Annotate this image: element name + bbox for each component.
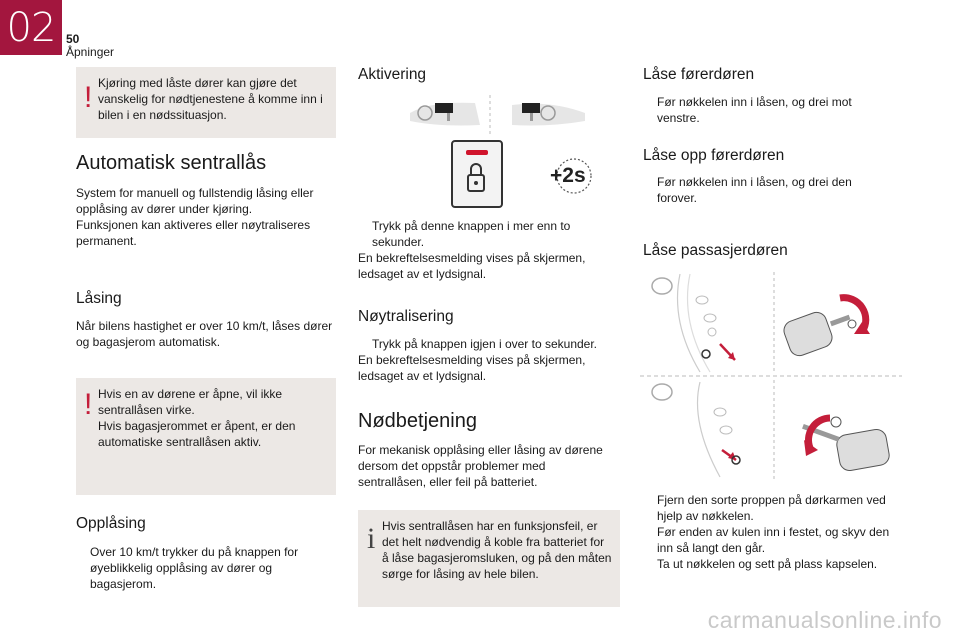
central-lock-button-illustration	[452, 141, 502, 207]
page-number: 50	[66, 32, 80, 46]
chapter-tab: 02	[0, 0, 62, 55]
heading-lock-passenger: Låse passasjerdøren	[643, 242, 788, 259]
title-emergency: Nødbetjening	[358, 410, 477, 432]
warning-box-2	[76, 378, 336, 495]
heading-unlocking: Opplåsing	[76, 515, 146, 532]
unlock-driver-bullet: Før nøkkelen inn i låsen, og drei den forover.	[657, 175, 852, 205]
warning-icon: !	[84, 81, 93, 114]
heading-locking: Låsing	[76, 290, 122, 307]
passenger-bullet-2: Før enden av kulen inn i festet, og skyv den inn så langt den går.	[657, 525, 890, 555]
door-frame-illustration-bottom	[652, 382, 740, 477]
section-title: Åpninger	[66, 45, 115, 59]
warning-text-1: Kjøring med låste dører kan gjøre det vanskelig for nødtjenestene å komme inn i bilen i en nødssituasjon.	[98, 76, 323, 122]
neutral-bullet: Trykk på knappen igjen i over to sekunder.	[372, 337, 598, 351]
watermark: carmanualsonline.info	[707, 607, 942, 633]
two-seconds-badge: +2s	[548, 156, 594, 196]
passenger-bullet-3: Ta ut nøkkelen og sett på plass kapselen.	[657, 557, 878, 571]
passenger-lock-figure	[640, 272, 902, 482]
emergency-text: For mekanisk opplåsing eller låsing av dørene dersom det oppstår problemer med sentrallåsen, eller feil på batteriet.	[358, 443, 603, 489]
passenger-bullets	[643, 492, 905, 572]
heading-activation: Aktivering	[358, 66, 427, 83]
heading-lock-driver: Låse førerdøren	[643, 66, 755, 83]
activation-bullet: Trykk på denne knappen i mer enn to sekunder.	[372, 219, 571, 249]
heading-neutralisation: Nøytralisering	[358, 308, 454, 325]
info-icon: i	[367, 522, 376, 555]
info-text: Hvis sentrallåsen har en funksjonsfeil, er det helt nødvendig å koble fra batteriet for å låse bagasjeromsluken, og på den måten sørge for låsing av hele bilen.	[382, 519, 612, 581]
warning-box-1	[76, 67, 336, 138]
locking-text: Når bilens hastighet er over 10 km/t, låses dører og bagasjerom automatisk.	[76, 319, 333, 349]
dashboard-left-illustration	[410, 103, 480, 126]
key-turn-illustration-top	[781, 298, 870, 359]
warning-text-2: Hvis en av dørene er åpne, vil ikke sentrallåsen virke. Hvis bagasjerommet er åpent, er den automatiske sentrallåsen aktiv.	[98, 387, 296, 449]
dashboard-right-illustration	[512, 103, 585, 126]
activation-text: En bekreftelsesmelding vises på skjermen, ledsaget av et lydsignal.	[358, 251, 586, 281]
unlocking-bullet: Over 10 km/t trykker du på knappen for øyeblikkelig opplåsing av dører og bagasjerom.	[90, 545, 299, 591]
key-turn-illustration-bottom	[802, 417, 891, 472]
warning-icon: !	[84, 388, 93, 421]
lock-driver-bullet: Før nøkkelen inn i låsen, og drei mot venstre.	[657, 95, 852, 125]
door-frame-illustration-top	[652, 274, 735, 372]
heading-unlock-driver: Låse opp førerdøren	[643, 147, 785, 164]
neutral-text: En bekreftelsesmelding vises på skjermen, ledsaget av et lydsignal.	[358, 353, 586, 383]
info-box	[358, 510, 620, 607]
title-automatic-central-lock: Automatisk sentrallås	[76, 152, 267, 174]
intro-text: System for manuell og fullstendig låsing eller opplåsing av dører under kjøring. Funksjonen kan aktiveres eller nøytraliseres permanent.	[76, 186, 314, 248]
passenger-bullet-1: Fjern den sorte proppen på dørkarmen ved hjelp av nøkkelen.	[657, 493, 886, 523]
